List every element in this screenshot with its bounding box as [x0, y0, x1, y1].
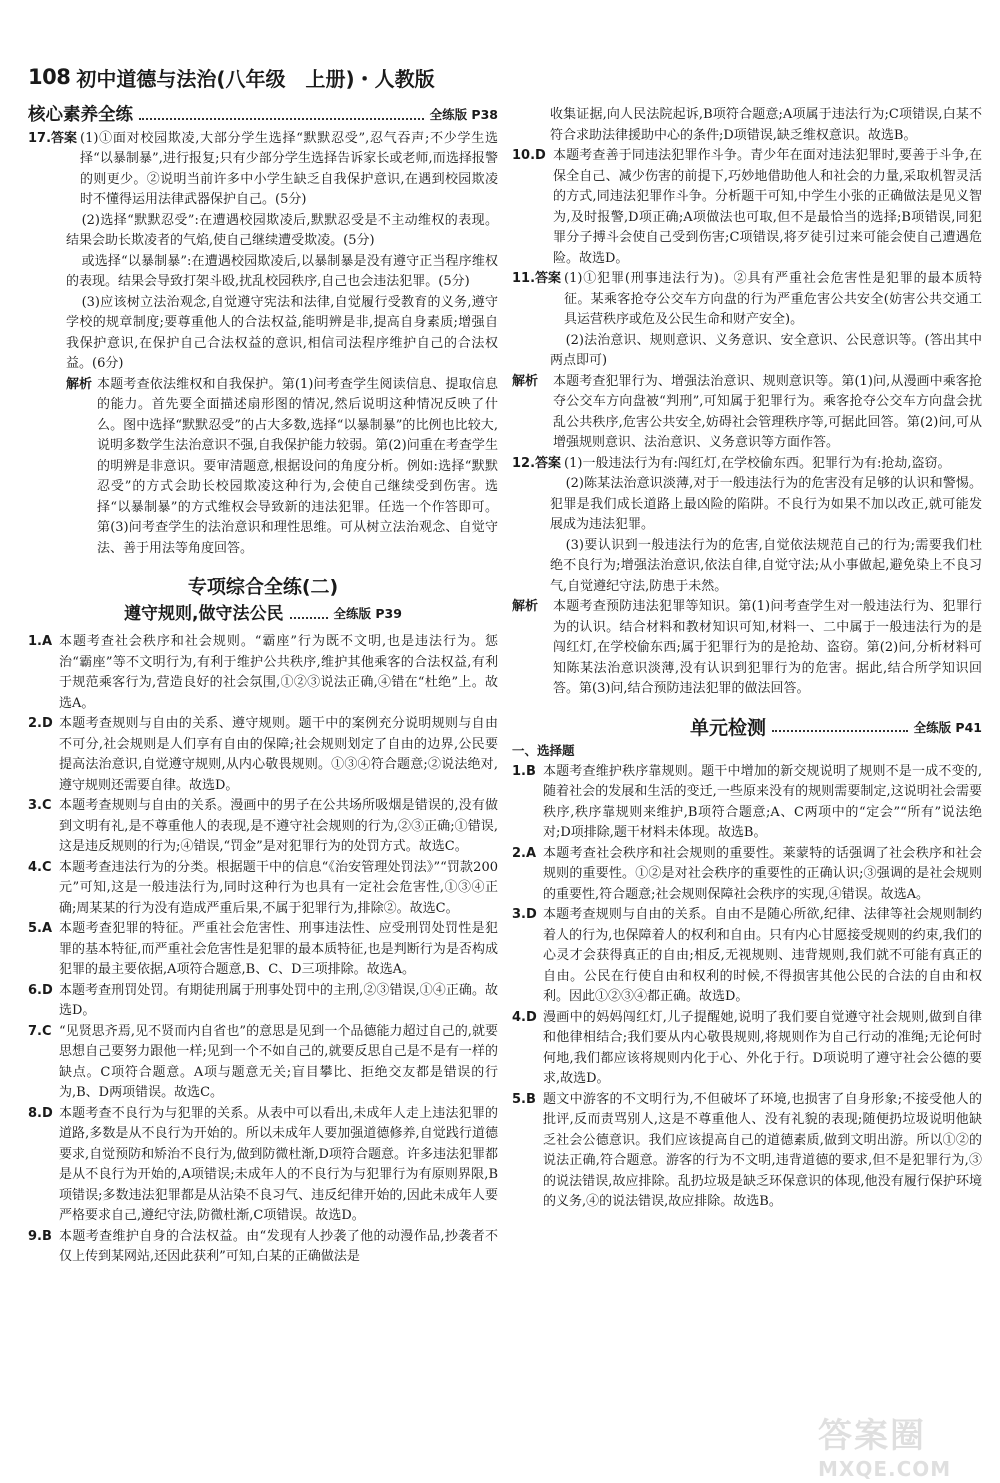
leader-dots: [139, 118, 424, 120]
leader-dots: [772, 730, 908, 732]
subsection-title: 遵守规则,做守法公民: [124, 603, 284, 624]
analysis-text: 本题考查依法维权和自我保护。第(1)问考查学生阅读信息、提取信息的能力。首先要全面描述扇形图的情况,然后说明这种情况反映了什么。图中选择“默默忍受”的占大多数,选择“以暴制暴”的比例也比较大,说明多数学生法治意识不强,自我保护能力较弱。第(2)问重在考查学生的明辨是非意识。要审清题意,根据设问的角度分析。例如:选择“默默忍受”的方式会助长校园欺凌这种行为,会使自己继续受到伤害。选择“以暴制暴”的方式维权会导致新的违法犯罪。任选一个作答即可。第(3)问考查学生的法治意识和理性思维。可从树立法治观念、自觉守法、善于用法等角度回答。: [97, 376, 498, 556]
watermark-text: 答案圈: [818, 1416, 926, 1456]
answer-text: (1)①犯罪(刑事违法行为)。②具有严重社会危害性是犯罪的最本质特征。某乘客抢夺公交车方向盘的行为严重危害公共安全(妨害公共交通工具运营秩序或危及公民生命和财产安全)。: [564, 271, 982, 327]
answer-paragraph: (3)要认识到一般违法行为的危害,自觉依法规范自己的行为;需要我们杜绝不良行为;增强法治意识,依法自律,自觉守法;从小事做起,避免染上不良习气,自觉遵纪守法,防患于未然。: [550, 537, 982, 594]
answer-text: 本题考查规则与自由的关系。漫画中的男子在公共场所吸烟是错误的,没有做到文明有礼,是不尊重他人的表现,是不遵守社会规则的行为,②③正确;①错误,这是违反规则的行为;④错误,“罚金”是对犯罪行为的处罚方式。故选C。: [59, 798, 498, 854]
analysis-12: [512, 597, 982, 700]
answer-text: 本题考查违法行为的分类。根据题干中的信息“《治安管理处罚法》”“罚款200元”可知,这是一般违法行为,同时这种行为也具有一定社会危害性,①③④正确;周某某的行为没有造成严重后果,不属于犯罪行为,排除②。故选C。: [59, 859, 498, 916]
answer-number: 17.答案: [28, 130, 78, 146]
answer-text: 本题考查刑罚处罚。有期徒刑属于刑事处罚中的主刑,②③错误,①④正确。故选D。: [59, 982, 498, 1018]
analysis-label: 解析: [66, 376, 93, 392]
answer-item: [512, 844, 982, 906]
answer-item: [28, 981, 498, 1022]
answer-item: [28, 1227, 498, 1268]
answer-text: 本题考查规则与自由的关系、遵守规则。题干中的案例充分说明规则与自由不可分,社会规则是人们享有自由的保障;社会规则划定了自由的边界,公民要提高法治意识,自觉遵守规则,从内心敬畏规则。①③④符合题意;②说法绝对,遵守规则还需要自律。故选D。: [59, 716, 498, 793]
answer-12: [512, 454, 982, 475]
answer-text: 漫画中的妈妈闯红灯,儿子提醒她,说明了我们要自觉遵守社会规则,做到自律和他律相结合;我们要从内心敬畏规则,将规则作为自己行动的准绳;无论何时何地,我们都应该将规则内化于心、外化于行。D项说明了遵守社会公德的要求,故选D。: [543, 1009, 982, 1086]
answer-paragraph: (2)选择“默默忍受”:在遭遇校园欺凌后,默默忍受是不主动维权的表现。结果会助长欺凌者的气焰,使自己继续遭受欺凌。(5分): [66, 212, 498, 248]
answer-number: 9.B: [28, 1228, 52, 1244]
answer-number: 1.A: [28, 634, 53, 649]
answer-item: [28, 1022, 498, 1104]
answer-text: 本题考查善于同违法犯罪作斗争。青少年在面对违法犯罪时,要善于斗争,在保全自己、减少伤害的前提下,巧妙地借助他人和社会的力量,采取机智灵活的方式,同违法犯罪作斗争。分析题干可知,中学生小张的正确做法是见义智为,及时报警,D项正确;A项做法也可取,但不是最恰当的选择;B项错误,同犯罪分子搏斗会使自己受到伤害;C项错误,将歹徒引过来可能会使自己遭遇危险。故选D。: [553, 148, 982, 266]
answer-text: 本题考查规则与自由的关系。自由不是随心所欲,纪律、法律等社会规则制约着人的行为,也保障着人的权利和自由。只有内心甘愿接受规则的约束,我们的心灵才会获得真正的自由;相反,无视规则、违背规则,我们就不可能有真正的自由。公民在行使自由和权利的时候,不得损害其他公民的合法的自由和权利。因此①②③④都正确。故选D。: [543, 907, 982, 1004]
book-title: 初中道德与法治(八年级 上册)・人教版: [76, 66, 435, 91]
answer-paragraph: (3)应该树立法治观念,自觉遵守宪法和法律,自觉履行受教育的义务,遵守学校的规章制度;要尊重他人的合法权益,能明辨是非,提高自身素质;增强自我保护意识,在保护自己合法权益的意识,相信司法程序维护自己的合法权益。(6分): [66, 294, 498, 371]
answer-number: 4.D: [512, 1009, 537, 1025]
answer-item: [28, 632, 498, 714]
answer-item: [512, 1090, 982, 1213]
analysis-text: 本题考查预防违法犯罪等知识。第(1)问考查学生对一般违法行为、犯罪行为的认识。结合材料和教材知识可知,材料一、二中属于一般违法行为的是闯红灯,在学校偷东西;属于犯罪行为的是抢劫、盗窃。第(2)问,分析材料可知陈某法治意识淡薄,没有认识到犯罪行为的危害。据此,结合所学知识回答。第(3)问,结合预防违法犯罪的做法回答。: [553, 599, 982, 696]
answer-11: [512, 269, 982, 331]
answer-text: 本题考查社会秩序和社会规则的重要性。莱蒙特的话强调了社会秩序和社会规则的重要性。①②是对社会秩序的重要性的正确认识;③强调的是社会规则的重要性,符合题意;社会规则保障社会秩序的实现,④错误。故选A。: [543, 845, 982, 902]
answer-number: 5.B: [512, 1091, 536, 1107]
answer-item: [28, 858, 498, 920]
answer-paragraph: (2)法治意识、规则意识、义务意识、安全意识、公民意识等。(答出其中两点即可): [550, 332, 982, 368]
analysis-text: 本题考查犯罪行为、增强法治意识、规则意识等。第(1)问,从漫画中乘客抢夺公交车方向盘被“判刑”,可知属于犯罪行为。乘客抢夺公交车方向盘会扰乱公共秩序,危害公共安全,妨碍社会管理秩序等,可据此回答。第(2)问,可从增强规则意识、法治意识、义务意识等方面作答。: [553, 373, 982, 450]
answer-number: 5.A: [28, 921, 53, 936]
special-section-title: 专项综合全练(二): [187, 576, 339, 598]
analysis-label: 解析: [512, 599, 539, 614]
answer-continuation: 收集证据,向人民法院起诉,B项符合题意;A项属于违法行为;C项错误,白某不符合求助法律援助中心的条件;D项错误,缺乏维权意识。故选B。: [550, 107, 982, 143]
section-header-core: [28, 105, 498, 126]
left-column: [28, 105, 498, 1268]
special-section-header: [28, 577, 498, 598]
answer-text: (1)①面对校园欺凌,大部分学生选择“默默忍受”,忍气吞声;不少学生选择“以暴制暴”,进行报复;只有少部分学生选择告诉家长或老师,而选择报警的则更少。②说明当前许多中小学生缺乏自我保护意识,在遇到校园欺凌时不懂得运用法律武器保护自己。(5分): [80, 130, 498, 207]
subsection-page-ref: 全练版 P39: [333, 605, 402, 621]
section-page-ref: 全练版 P41: [913, 719, 982, 735]
section-header-unit-test: [512, 718, 982, 739]
leader-dots: [290, 617, 328, 619]
answer-number: 10.D: [512, 148, 546, 163]
answer-text: 本题考查犯罪的特征。严重社会危害性、刑事违法性、应受刑罚处罚性是犯罪的基本特征,而严重社会危害性是犯罪的最本质特征,也是判断行为是否构成犯罪的最主要依据,A项符合题意,B、C、D三项排除。故选A。: [59, 921, 498, 977]
answer-paragraph: 或选择“以暴制暴”:在遭遇校园欺凌后,以暴制暴是没有遵守正当程序维权的表现。结果会导致打架斗殴,扰乱校园秩序,自己也会违法犯罪。(5分): [66, 253, 498, 289]
answer-paragraph: (2)陈某法治意识淡薄,对于一般违法行为的危害没有足够的认识和警惕。犯罪是我们成长道路上最凶险的陷阱。不良行为如果不加以改正,就可能发展成为违法犯罪。: [550, 476, 982, 532]
answer-item: [28, 919, 498, 981]
answer-number: 6.D: [28, 982, 53, 998]
analysis-label: 解析: [512, 373, 539, 389]
answer-text: 本题考查不良行为与犯罪的关系。从表中可以看出,未成年人走上违法犯罪的道路,多数是从不良行为开始的。所以未成年人要加强道德修养,自觉践行道德要求,自觉预防和矫治不良行为,做到防微杜渐,D项符合题意。许多违法犯罪都是从不良行为开始的,A项错误;未成年人的不良行为与犯罪行为有原则界限,B项错误;多数违法犯罪都是从沾染不良习气、违反纪律开始的,因此未成年人要严格要求自己,遵纪守法,防微杜渐,C项错误。故选D。: [59, 1105, 498, 1223]
answer-text: “见贤思齐焉,见不贤而内自省也”的意思是见到一个品德能力超过自己的,就要思想自己要努力跟他一样;见到一个不如自己的,就要反思自己是不是有一样的缺点。C项符合题意。A项与题意无关;盲目攀比、拒绝交友都是错误的行为,B、D两项错误。故选C。: [59, 1023, 498, 1100]
answer-number: 2.A: [512, 845, 537, 861]
answer-text: 本题考查维护自身的合法权益。由“发现有人抄袭了他的动漫作品,抄袭者不仅上传到某网站,还因此获利”可知,白某的正确做法是: [59, 1228, 498, 1264]
answer-number: 3.D: [512, 907, 537, 922]
answer-item: [512, 146, 982, 269]
analysis-11: [512, 372, 982, 454]
analysis-17: [28, 375, 498, 560]
answer-number: 7.C: [28, 1023, 52, 1039]
answer-item: [28, 1104, 498, 1227]
section-page-ref: 全练版 P38: [429, 107, 498, 122]
answer-text: 题文中游客的不文明行为,不但破坏了环境,也损害了自身形象;不接受他人的批评,反而责骂别人,这是不尊重他人、没有礼貌的表现;随便扔垃圾说明他缺乏社会公德意识。我们应该提高自己的道德素质,做到文明出游。所以①②的说法正确,符合题意。游客的行为不文明,违背道德的要求,但不是犯罪行为,③的说法错误,故应排除。乱扔垃圾是缺乏环保意识的体现,他没有履行保护环境的义务,④的说法错误,故应排除。故选B。: [543, 1091, 982, 1209]
section-title: 核心素养全练: [28, 105, 133, 125]
answer-item: [28, 796, 498, 858]
answer-number: 11.答案: [512, 271, 562, 286]
answer-number: 12.答案: [512, 455, 562, 471]
answer-text: 本题考查社会秩序和社会规则。“霸座”行为既不文明,也是违法行为。惩治“霸座”等不文明行为,有利于维护公共秩序,维护其他乘客的合法权益,有利于规范乘客行为,营造良好的社会氛围,①②③说法正确,④错在“杜绝”上。故选A。: [59, 634, 498, 711]
answer-number: 1.B: [512, 763, 536, 779]
answer-text: 本题考查维护秩序靠规则。题干中增加的新交规说明了规则不是一成不变的,随着社会的发展和生活的变迁,一些原来没有的规则需要制定,这说明社会需要秩序,秩序靠规则来维护,B项符合题意;A、C两项中的“定会”“所有”说法绝对;D项排除,题干材料未体现。故选B。: [543, 763, 982, 840]
answer-number: 4.C: [28, 859, 52, 875]
subsection-label: 一、选择题: [512, 743, 575, 758]
watermark-url: MXQE.COM: [818, 1457, 952, 1481]
answer-item: [512, 762, 982, 844]
section-title: 单元检测: [690, 716, 767, 739]
page-header: [28, 62, 488, 92]
right-column: [512, 105, 982, 1213]
page-number: 108: [28, 65, 71, 89]
answer-item: [512, 905, 982, 1008]
answer-number: 8.D: [28, 1105, 53, 1121]
answer-item: [28, 714, 498, 796]
answer-item: [512, 1008, 982, 1090]
answer-17: [28, 129, 498, 211]
answer-text: (1)一般违法行为有:闯红灯,在学校偷东西。犯罪行为有:抢劫,盗窃。: [564, 455, 951, 471]
watermark-logo: [818, 1408, 988, 1481]
special-subsection-header: [28, 604, 498, 625]
answer-number: 3.C: [28, 798, 52, 813]
answer-number: 2.D: [28, 716, 53, 731]
